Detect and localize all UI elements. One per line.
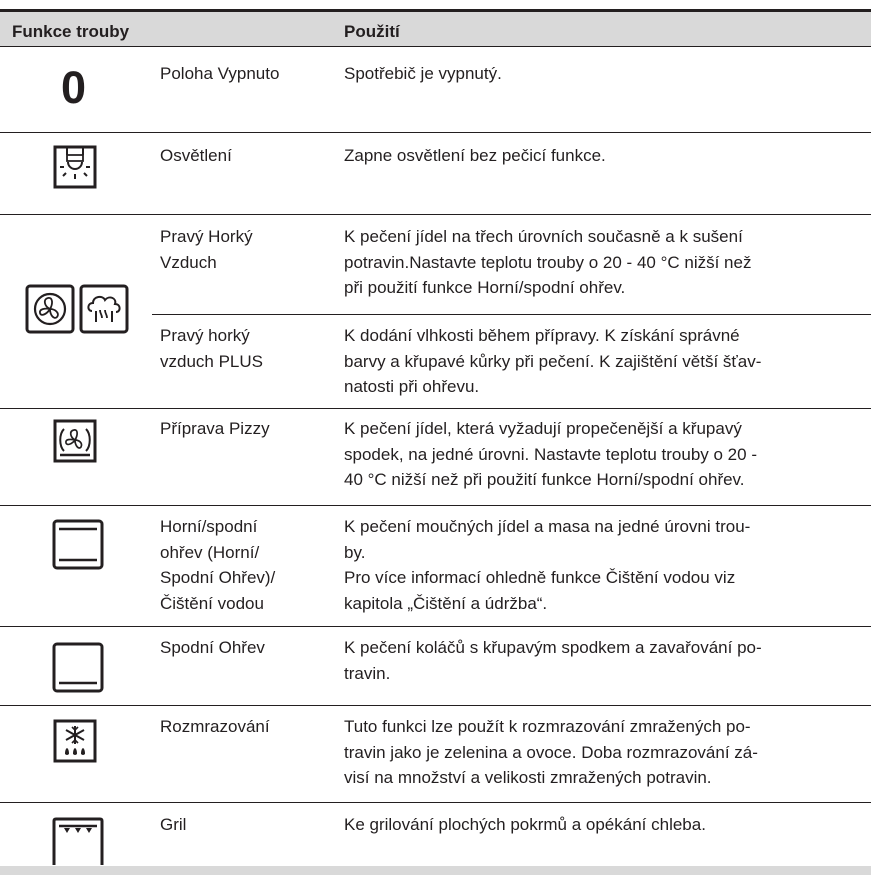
grill-icon [52, 817, 104, 865]
header-use: Použití [344, 22, 400, 41]
top-bottom-heat-icon [52, 519, 104, 570]
zero-off-icon: 0 [61, 62, 87, 113]
row-divider [152, 314, 871, 315]
function-use: K dodání vlhkosti během přípravy. K získání správné barvy a křupavé kůrky při pečení. K zajištění větší šťav- natosti při ohřevu. [344, 326, 762, 396]
true-fan-cooking-icon [25, 284, 75, 334]
function-name: Osvětlení [160, 146, 232, 165]
row-divider [0, 408, 871, 409]
row-divider [0, 705, 871, 706]
table-bottom-band [0, 866, 871, 875]
function-name: Gril [160, 815, 187, 834]
bottom-heat-icon [52, 642, 104, 693]
oven-light-icon [53, 145, 97, 189]
function-use: K pečení jídel na třech úrovních současně a k sušení potravin.Nastavte teplotu trouby o 20 - 40 °C nižší než při použití funkce Horní/spodní ohřev. [344, 227, 752, 297]
defrost-icon [53, 719, 97, 763]
function-name: Poloha Vypnuto [160, 64, 280, 83]
table-header [0, 9, 871, 47]
row-divider [0, 505, 871, 506]
function-use: K pečení moučných jídel a masa na jedné úrovni trou- by. Pro více informací ohledně funkce Čištění vodou viz kapitola „Čištění a údržba“. [344, 517, 751, 613]
function-name: Rozmrazování [160, 717, 270, 736]
function-name: Pravý horký vzduch PLUS [160, 326, 263, 371]
function-name: Pravý Horký Vzduch [160, 227, 253, 272]
row-divider [0, 626, 871, 627]
row-divider [0, 214, 871, 215]
function-use: Tuto funkci lze použít k rozmrazování zmražených po- travin jako je zelenina a ovoce. Doba rozmrazování zá- visí na množství a velikosti zmražených potravin. [344, 717, 758, 787]
function-use: K pečení jídel, která vyžadují propečenější a křupavý spodek, na jedné úrovni. Nastavte teplotu trouby o 20 - 40 °C nižší než při použití funkce Horní/spodní ohřev. [344, 419, 757, 489]
function-name: Příprava Pizzy [160, 419, 270, 438]
function-use: Spotřebič je vypnutý. [344, 64, 502, 83]
header-oven-function: Funkce trouby [12, 22, 130, 41]
row-divider [0, 132, 871, 133]
function-name: Horní/spodní ohřev (Horní/ Spodní Ohřev)/ Čištění vodou [160, 517, 276, 613]
pizza-function-icon [53, 419, 97, 463]
function-name: Spodní Ohřev [160, 638, 265, 657]
true-fan-plus-steam-icon [79, 284, 129, 334]
function-use: Zapne osvětlení bez pečicí funkce. [344, 146, 606, 165]
function-use: Ke grilování plochých pokrmů a opékání chleba. [344, 815, 706, 834]
function-use: K pečení koláčů s křupavým spodkem a zavařování po- travin. [344, 638, 762, 683]
row-divider [0, 802, 871, 803]
